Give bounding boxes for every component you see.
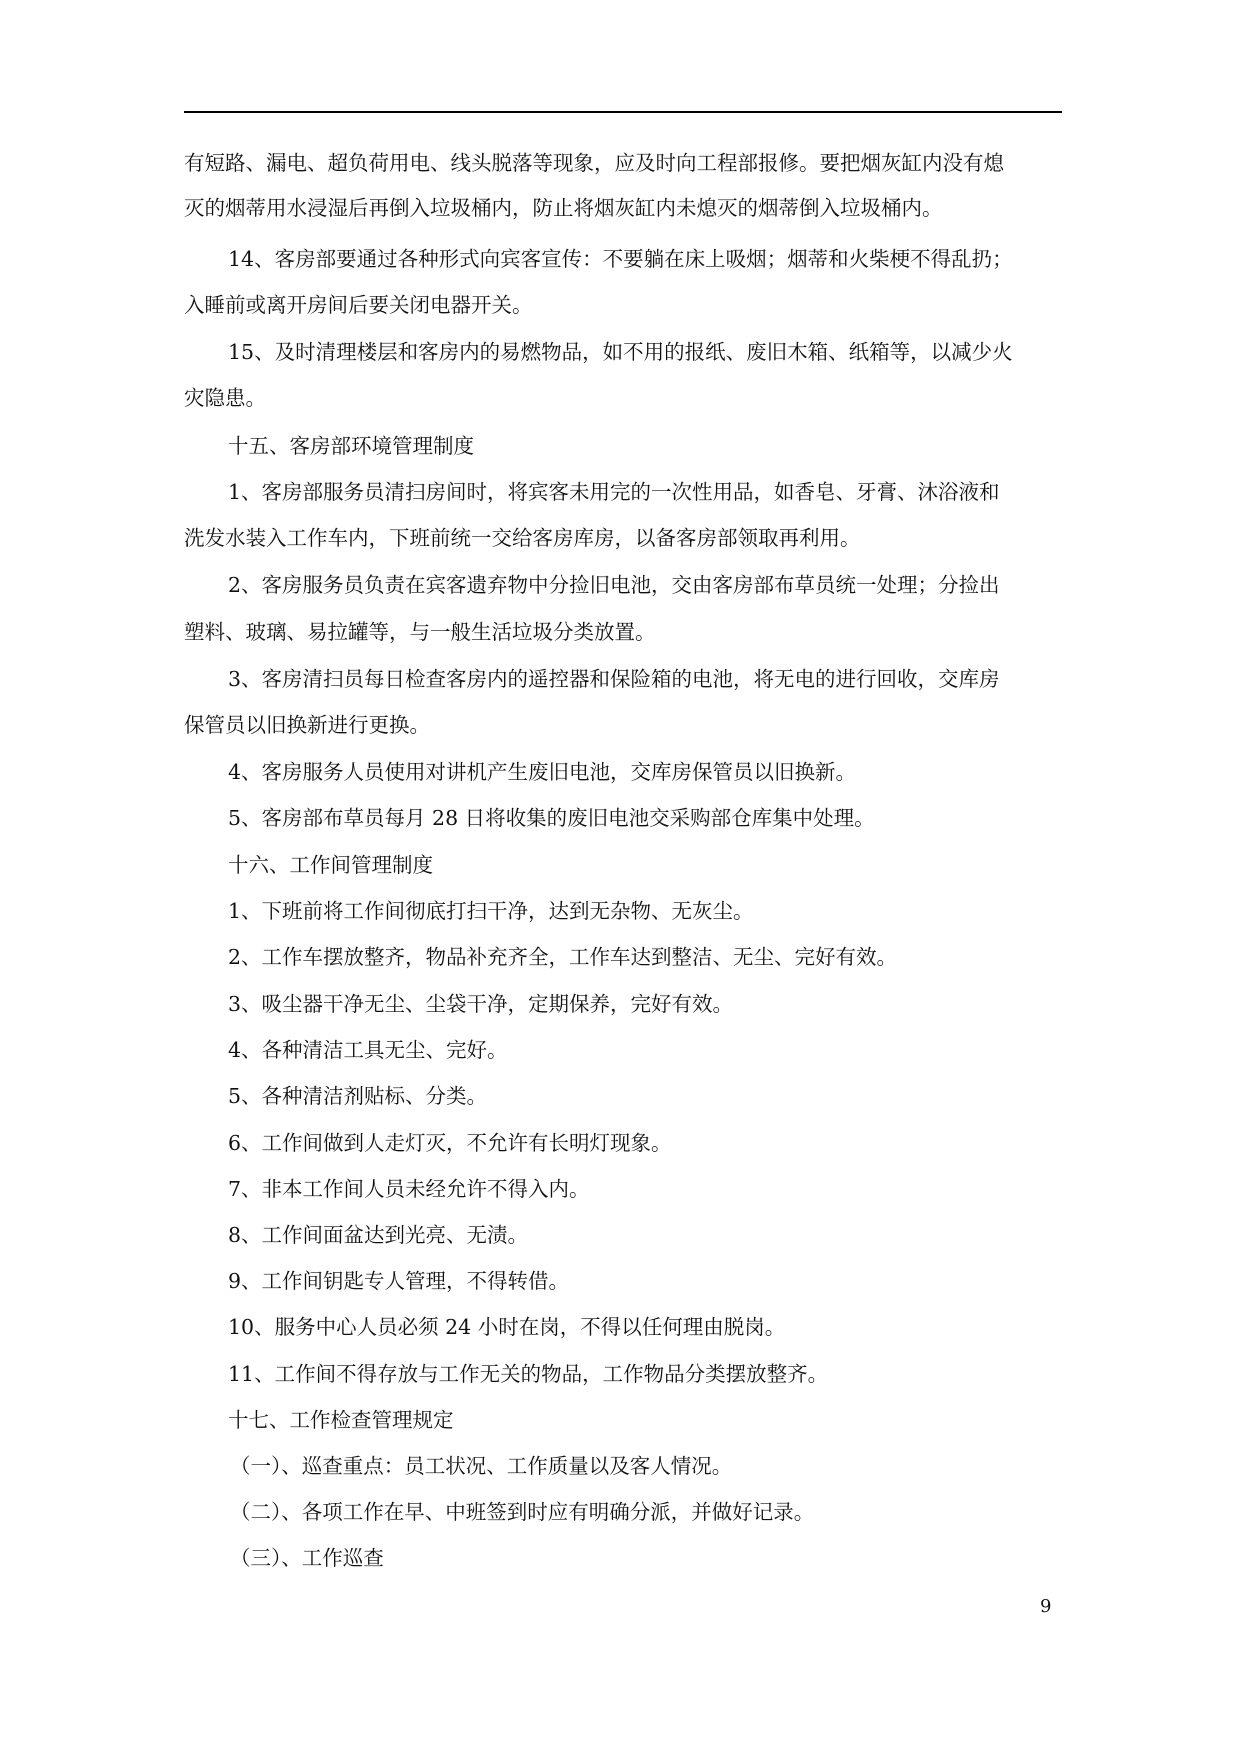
text-line: 2、客房服务员负责在宾客遗弃物中分捡旧电池，交由客房部布草员统一处理；分捡出	[228, 573, 1000, 597]
text-line: 9、工作间钥匙专人管理，不得转借。	[228, 1269, 570, 1293]
text-line: 4、客房服务人员使用对讲机产生废旧电池，交库房保管员以旧换新。	[228, 760, 857, 784]
text-line: 1、客房部服务员清扫房间时，将宾客未用完的一次性用品，如香皂、牙膏、沐浴液和	[228, 480, 1000, 504]
text-line: 6、工作间做到人走灯灭，不允许有长明灯现象。	[228, 1131, 672, 1155]
text-line: 3、吸尘器干净无尘、尘袋干净，定期保养，完好有效。	[228, 992, 734, 1016]
text-line: 塑料、玻璃、易拉罐等，与一般生活垃圾分类放置。	[184, 620, 656, 644]
text-line: 洗发水装入工作车内，下班前统一交给客房库房，以备客房部领取再利用。	[184, 526, 861, 550]
text-line: 保管员以旧换新进行更换。	[184, 713, 430, 737]
section-heading: 十七、工作检查管理规定	[228, 1408, 454, 1432]
section-heading: 十六、工作间管理制度	[228, 853, 433, 877]
text-line: 2、工作车摆放整齐，物品补充齐全，工作车达到整洁、无尘、完好有效。	[228, 945, 898, 969]
section-heading: 十五、客房部环境管理制度	[228, 434, 474, 458]
text-line: 4、各种清洁工具无尘、完好。	[228, 1038, 508, 1062]
text-line: 入睡前或离开房间后要关闭电器开关。	[184, 293, 533, 317]
text-line: 灾隐患。	[184, 386, 266, 410]
text-line: 8、工作间面盆达到光亮、无渍。	[228, 1223, 529, 1247]
text-line: 3、客房清扫员每日检查客房内的遥控器和保险箱的电池，将无电的进行回收，交库房	[228, 667, 1000, 691]
text-line: 有短路、漏电、超负荷用电、线头脱落等现象，应及时向工程部报修。要把烟灰缸内没有熄	[184, 151, 1004, 175]
text-line: 1、下班前将工作间彻底打扫干净，达到无杂物、无灰尘。	[228, 899, 754, 923]
text-line: 灭的烟蒂用水浸湿后再倒入垃圾桶内，防止将烟灰缸内未熄灭的烟蒂倒入垃圾桶内。	[184, 196, 943, 220]
text-line: 10、服务中心人员必须 24 小时在岗，不得以任何理由脱岗。	[228, 1315, 786, 1339]
text-line: 11、工作间不得存放与工作无关的物品，工作物品分类摆放整齐。	[228, 1362, 829, 1386]
text-line: 5、各种清洁剂贴标、分类。	[228, 1084, 488, 1108]
page-number: 9	[1040, 1596, 1052, 1617]
text-line: 15、及时清理楼层和客房内的易燃物品，如不用的报纸、废旧木箱、纸箱等，以减少火	[228, 340, 1013, 364]
text-line: （二）、各项工作在早、中班签到时应有明确分派，并做好记录。	[230, 1500, 815, 1524]
text-line: 14、客房部要通过各种形式向宾客宣传：不要躺在床上吸烟；烟蒂和火柴梗不得乱扔；	[228, 247, 1013, 271]
text-line: 5、客房部布草员每月 28 日将收集的废旧电池交采购部仓库集中处理。	[228, 806, 875, 830]
text-line: （三）、工作巡查	[230, 1546, 384, 1570]
header-rule	[184, 111, 1062, 113]
text-line: （一）、巡查重点：员工状况、工作质量以及客人情况。	[230, 1454, 733, 1478]
text-line: 7、非本工作间人员未经允许不得入内。	[228, 1177, 590, 1201]
